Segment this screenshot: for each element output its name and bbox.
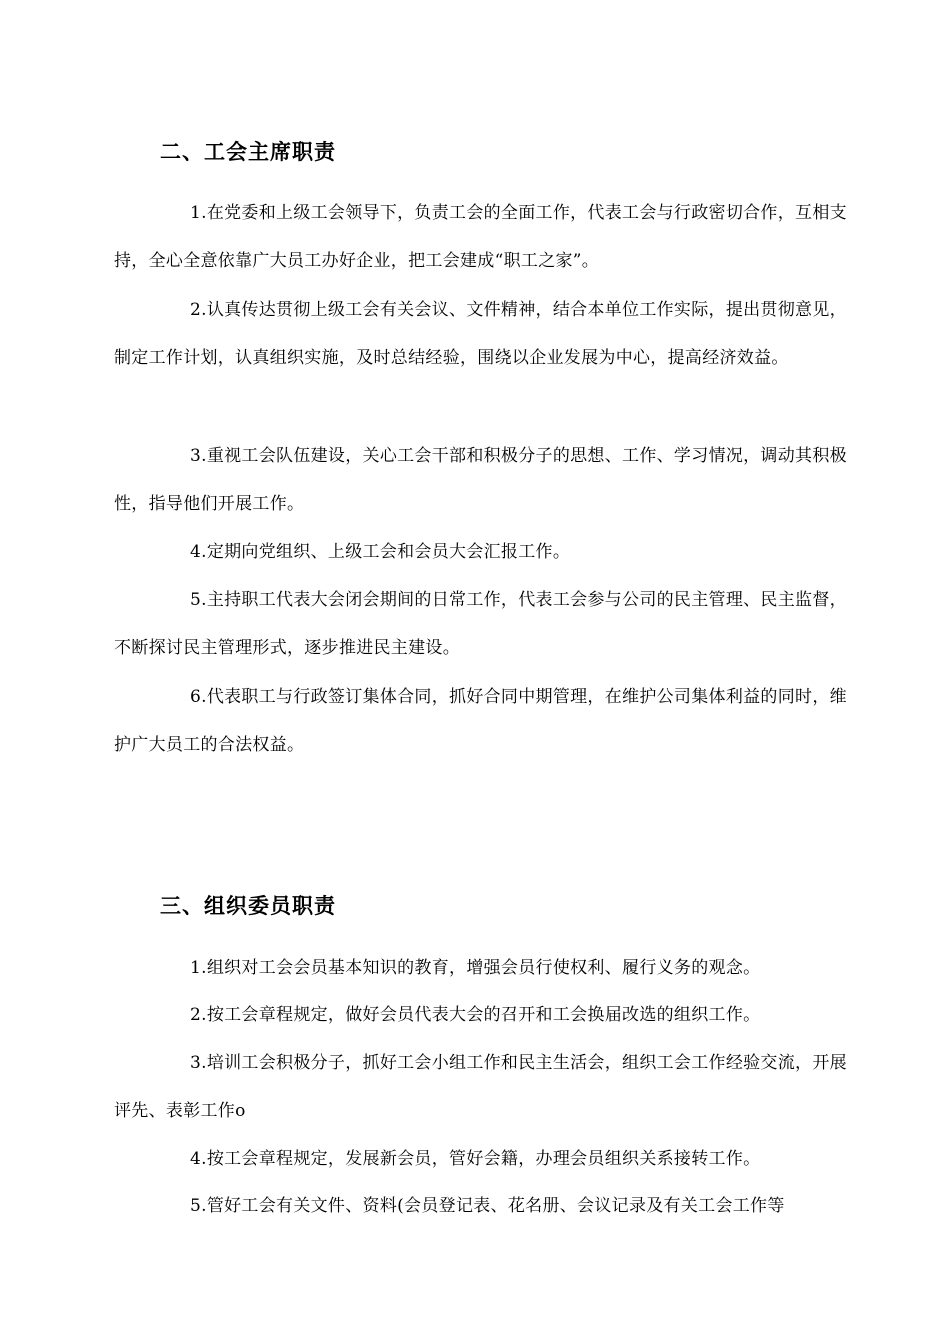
list-item <box>114 944 850 992</box>
list-item <box>114 576 850 672</box>
item-number: 2. <box>190 300 207 320</box>
item-number: 6. <box>190 687 207 707</box>
item-number: 4. <box>190 1149 207 1169</box>
item-text: 在党委和上级工会领导下，负责工会的全面工作，代表工会与行政密切合作，互相支持，全心全意依靠广大员工办好企业，把工会建成“职工之家”。 <box>114 203 847 271</box>
list-item <box>114 1182 850 1230</box>
item-text: 管好工会有关文件、资料(会员登记表、花名册、会议记录及有关工会工作等 <box>206 1196 785 1216</box>
item-number: 1. <box>190 203 207 223</box>
list-item <box>114 528 850 576</box>
item-number: 5. <box>190 1196 207 1216</box>
list-item <box>114 432 850 528</box>
item-text: 认真传达贯彻上级工会有关会议、文件精神，结合本单位工作实际，提出贯彻意见，制定工作计划，认真组织实施，及时总结经验，围绕以企业发展为中心，提高经济效益。 <box>114 300 847 368</box>
section-heading-chairman: 二、工会主席职责 <box>160 139 336 164</box>
item-number: 3. <box>190 446 207 466</box>
list-item <box>114 189 850 285</box>
item-text: 培训工会积极分子，抓好工会小组工作和民主生活会，组织工会工作经验交流，开展评先、表彰工作o <box>114 1053 847 1121</box>
item-text: 重视工会队伍建设，关心工会干部和积极分子的思想、工作、学习情况，调动其积极性，指导他们开展工作。 <box>114 446 847 514</box>
item-text: 定期向党组织、上级工会和会员大会汇报工作。 <box>206 542 571 562</box>
item-text: 主持职工代表大会闭会期间的日常工作，代表工会参与公司的民主管理、民主监督，不断探讨民主管理形式，逐步推进民主建设。 <box>114 590 847 658</box>
section-heading-organization: 三、组织委员职责 <box>160 893 336 918</box>
item-text: 组织对工会会员基本知识的教育，增强会员行使权利、履行义务的观念。 <box>206 958 761 978</box>
item-text: 按工会章程规定，做好会员代表大会的召开和工会换届改选的组织工作。 <box>206 1005 761 1025</box>
list-item <box>114 286 850 382</box>
list-item <box>114 673 850 769</box>
item-number: 4. <box>190 542 207 562</box>
item-number: 2. <box>190 1005 207 1025</box>
item-text: 代表职工与行政签订集体合同，抓好合同中期管理，在维护公司集体利益的同时，维护广大员工的合法权益。 <box>114 687 847 755</box>
list-item <box>114 991 850 1039</box>
item-text: 按工会章程规定，发展新会员，管好会籍，办理会员组织关系接转工作。 <box>206 1149 761 1169</box>
item-number: 5. <box>190 590 207 610</box>
list-item <box>114 1135 850 1183</box>
item-number: 1. <box>190 958 207 978</box>
list-item <box>114 1039 850 1135</box>
item-number: 3. <box>190 1053 207 1073</box>
